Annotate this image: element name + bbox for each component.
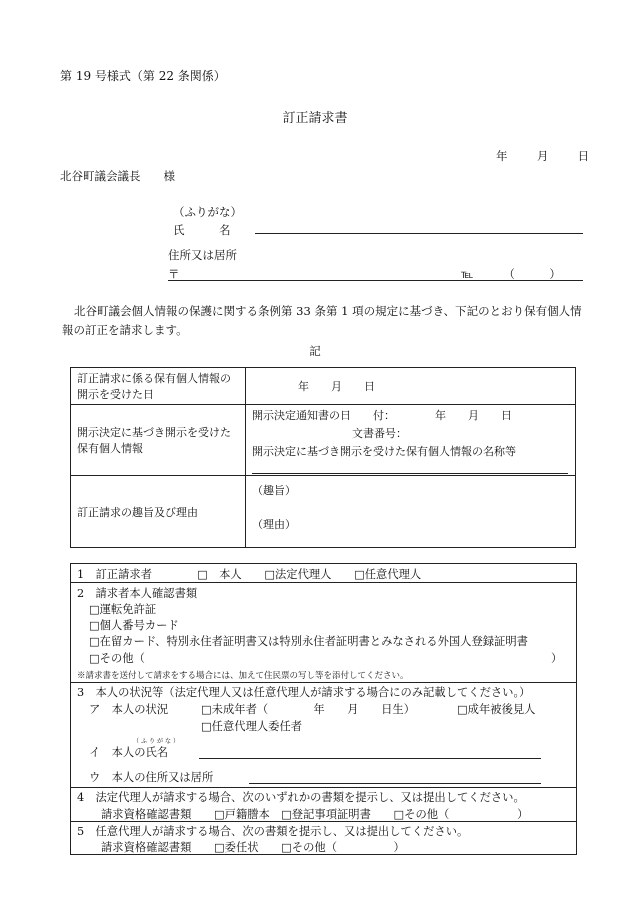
disclosed-info-cell[interactable] [246, 405, 576, 476]
request-date [496, 148, 589, 164]
reason-label: （理由） [252, 518, 296, 531]
disclosure-table [70, 367, 576, 548]
id-doc-other[interactable]: □その他（ [89, 652, 145, 665]
id-doc-residence-card[interactable]: □在留カード、特別永住者証明書又は特別永住者証明書とみなされる外国人登録証明書 [89, 635, 528, 648]
table-row [71, 476, 576, 548]
date-day-label: 日 [577, 149, 590, 163]
principal-status-label: ア 本人の状況 [89, 703, 169, 716]
table-row [71, 368, 576, 405]
tel-mark [461, 266, 561, 282]
divider [71, 821, 576, 822]
status-minor-option[interactable]: □未成年者（ 年 月 日生） [201, 703, 416, 716]
ki-heading: 記 [309, 344, 321, 358]
id-doc-drivers-license[interactable]: □運転免許証 [89, 603, 157, 616]
principal-address-field[interactable] [249, 783, 541, 784]
document-number-label: 文書番号： [352, 427, 407, 440]
status-adult-ward-option[interactable]: □成年被後見人 [457, 703, 536, 716]
section3-title: 3 本人の状況等（法定代理人又は任意代理人が請求する場合にのみ記載してください。） [77, 686, 531, 699]
divider [71, 787, 576, 788]
name-field[interactable] [255, 233, 583, 234]
postal-mark: 〒 [168, 267, 180, 281]
id-doc-mynumber-card[interactable]: □個人番号カード [89, 619, 179, 632]
furigana-label: （ふりがな） [173, 205, 242, 219]
addressee: 北谷町議会議長 様 [60, 169, 175, 183]
principal-name-label: イ 本人の氏名 [89, 746, 169, 759]
status-delegator-option[interactable]: □任意代理人委任者 [201, 720, 303, 733]
divider [71, 682, 576, 683]
section5-title: 5 任意代理人が請求する場合、次の書類を提示し、又は提出してください。 [77, 825, 469, 838]
form-number: 第 19 号様式（第 22 条関係） [60, 69, 226, 83]
notice-date-value: 年 月 日 [435, 409, 512, 422]
notice-date-label: 開示決定通知書の日 付： [252, 409, 395, 422]
disclosure-date-value[interactable]: 年 月 日 [246, 368, 576, 405]
document-title: 訂正請求書 [282, 111, 348, 126]
disclosed-info-label: 開示決定に基づき開示を受けた保有個人情報 [71, 405, 246, 476]
divider [71, 582, 576, 583]
disclosed-info-name-field[interactable] [252, 473, 568, 474]
purpose-reason-label: 訂正請求の趣旨及び理由 [71, 476, 246, 548]
request-paragraph: 北谷町議会個人情報の保護に関する条例第 33 条第 1 項の規定に基づき、下記のとおり保有個人情報の訂正を請求します。 [62, 304, 582, 337]
tel-icon: ℡ [461, 267, 474, 281]
principal-name-field[interactable] [199, 758, 541, 759]
principal-address-label: ウ 本人の住所又は居所 [89, 771, 214, 784]
requester-info-box [70, 563, 577, 855]
mail-note: ※請求書を送付して請求をする場合には、加えて住民票の写し等を添付してください。 [77, 671, 409, 681]
name-label: 氏 名 [173, 223, 231, 237]
table-row [71, 405, 576, 476]
id-doc-other-close: ） [551, 652, 563, 665]
date-year-label: 年 [496, 149, 508, 163]
tel-paren: （ ） [503, 267, 561, 281]
disclosed-info-name-label: 開示決定に基づき開示を受けた保有個人情報の名称等 [252, 445, 516, 458]
purpose-label: （趣旨） [252, 484, 296, 497]
section1-requester-type[interactable]: 1 訂正請求者 □ 本人 □法定代理人 □任意代理人 [77, 568, 422, 581]
disclosure-date-label: 訂正請求に係る保有個人情報の開示を受けた日 [71, 368, 246, 405]
date-month-label: 月 [536, 149, 549, 163]
address-label: 住所又は居所 [168, 248, 237, 262]
section4-title: 4 法定代理人が請求する場合、次のいずれかの書類を提示し、又は提出してください。 [77, 791, 525, 804]
principal-name-furigana: （ふりがな） [133, 738, 182, 745]
section2-title: 2 請求者本人確認書類 [77, 587, 198, 600]
legal-agent-documents[interactable]: 請求資格確認書類 □戸籍謄本 □登記事項証明書 □その他（ ） [101, 808, 529, 821]
voluntary-agent-documents[interactable]: 請求資格確認書類 □委任状 □その他（ ） [101, 841, 405, 854]
purpose-reason-cell[interactable] [246, 476, 576, 548]
